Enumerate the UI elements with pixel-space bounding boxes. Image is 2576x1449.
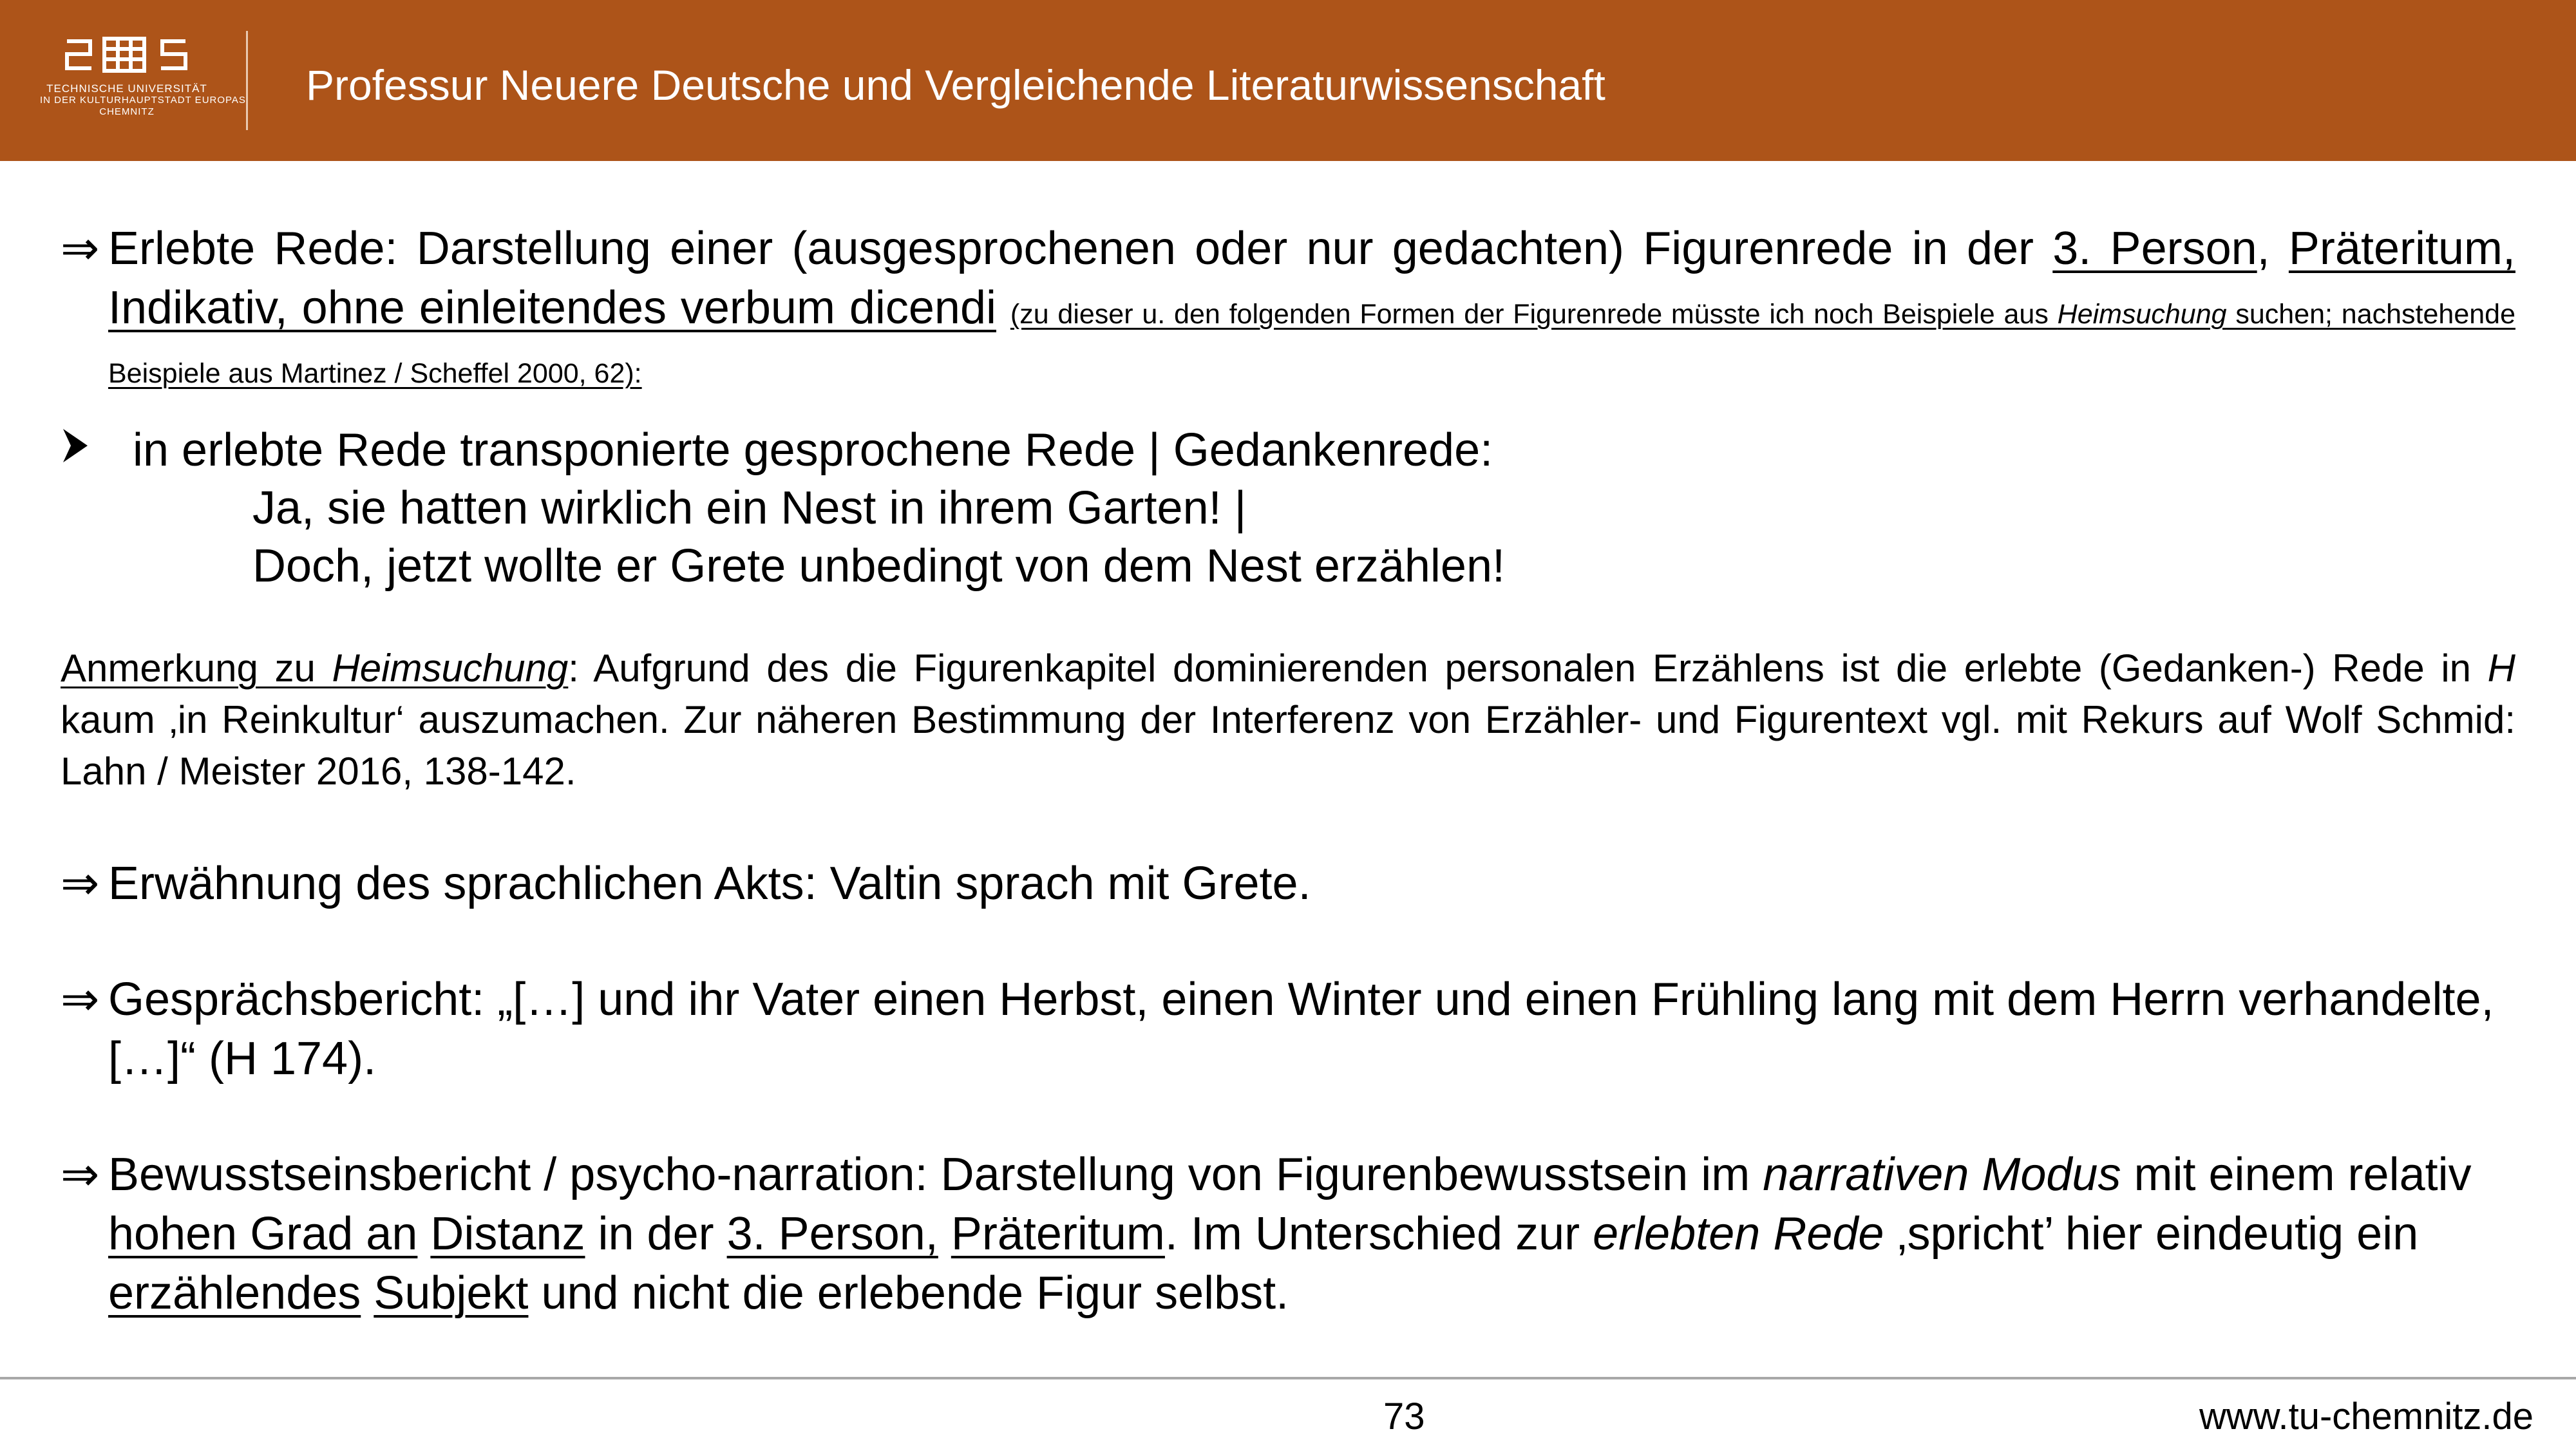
text-segment: in der	[585, 1208, 727, 1260]
small-note-title: Heimsuchung	[2057, 299, 2227, 330]
annotation-label-title: Heimsuchung	[332, 647, 569, 690]
underlined-term: Distanz	[430, 1208, 585, 1260]
text-segment: . Im Unterschied zur	[1164, 1208, 1593, 1260]
logo-line-1: TECHNISCHE UNIVERSITÄT	[46, 82, 207, 95]
text-segment	[938, 1208, 951, 1260]
double-right-arrow-icon: ⇒	[61, 1149, 100, 1200]
underlined-term: erzählendes	[108, 1267, 361, 1319]
small-note-text: (zu dieser u. den folgenden Formen der Figurenrede müsste ich noch Beispiele aus	[1010, 299, 2058, 330]
website-url: www.tu-chemnitz.de	[2199, 1396, 2533, 1437]
text-segment: kaum ‚in Reinkultur‘ auszumachen. Zur näheren Bestimmung der Interferenz von Erzähler- und Figurentext vgl. mit Rekurs auf Wolf Schmid: Lahn / Meister 2016, 138-142.	[61, 698, 2515, 793]
logo-line-2: IN DER KULTURHAUPTSTADT EUROPAS	[40, 95, 246, 106]
paragraph-bewusstseinsbericht	[61, 1145, 2515, 1323]
annotation-label-text: Anmerkung zu	[61, 647, 332, 690]
example-line-2: Doch, jetzt wollte er Grete unbedingt von dem Nest erzählen!	[252, 540, 1506, 592]
text-segment: Erwähnung des sprachlichen Akts: Valtin sprach mit Grete.	[108, 858, 1311, 909]
italic-abbreviation: H	[2487, 647, 2515, 690]
text-segment: : Aufgrund des die Figurenkapitel dominierenden personalen Erzählens ist die erlebte (Gedanken-) Rede in	[568, 647, 2488, 690]
text-segment: Gesprächsbericht: „[…] und ihr Vater einen Herbst, einen Winter und einen Frühling lang mit dem Herrn verhandelte, […]“ (H 174).	[108, 974, 2494, 1084]
header-divider	[246, 31, 248, 130]
tu-logo-mark-icon	[40, 32, 214, 80]
annotation-label	[61, 647, 568, 690]
bullet-transposed-speech	[61, 421, 2515, 595]
double-right-arrow-icon: ⇒	[61, 858, 100, 909]
text-segment	[996, 282, 1010, 334]
text-segment	[417, 1208, 430, 1260]
example-line-1: Ja, sie hatten wirklich ein Nest in ihrem Garten! |	[252, 482, 1247, 534]
header-title: Professur Neuere Deutsche und Vergleichende Literaturwissenschaft	[306, 61, 1605, 109]
text-segment: und nicht die erlebende Figur selbst.	[528, 1267, 1289, 1319]
footer-divider	[0, 1377, 2576, 1379]
text-segment: Erlebte Rede: Darstellung einer (ausgesprochenen oder nur gedachten) Figurenrede in der	[108, 223, 2053, 274]
slide-content	[61, 219, 2515, 1323]
underlined-term: Präteritum	[951, 1208, 1165, 1260]
underlined-term: hohen Grad an	[108, 1208, 418, 1260]
page-number: 73	[1383, 1396, 1425, 1437]
header-bar	[0, 0, 2576, 161]
text-segment	[361, 1267, 374, 1319]
triangle-bullet-icon	[61, 426, 90, 465]
annotation-heimsuchung	[61, 643, 2515, 797]
italic-term: erlebten Rede	[1593, 1208, 1884, 1260]
logo-line-3: CHEMNITZ	[99, 106, 155, 117]
paragraph-gespraechsbericht	[61, 970, 2515, 1088]
bullet-text: in erlebte Rede transponierte gesprochene Rede | Gedankenrede:	[133, 424, 1493, 476]
tu-chemnitz-logo	[40, 32, 246, 135]
small-note-text: suchen; nachstehende Beispiele aus Martinez / Scheffel 2000, 62):	[108, 299, 2515, 389]
text-segment: ‚spricht’ hier eindeutig ein	[1884, 1208, 2419, 1260]
italic-term: narrativen Modus	[1763, 1149, 2121, 1200]
double-right-arrow-icon: ⇒	[61, 223, 100, 274]
underlined-term: 3. Person,	[726, 1208, 938, 1260]
paragraph-erwaehnung	[61, 854, 2515, 913]
underlined-term: 3. Person	[2052, 223, 2257, 274]
text-segment: ,	[2257, 223, 2289, 274]
text-segment: mit einem relativ	[2121, 1149, 2472, 1200]
text-segment: Bewusstseinsbericht / psycho-narration: Darstellung von Figurenbewusstsein im	[108, 1149, 1763, 1200]
paragraph-erlebte-rede	[61, 219, 2515, 397]
underlined-term: Präteritum, Indikativ, ohne einleitendes verbum dicendi	[108, 223, 2515, 334]
double-right-arrow-icon: ⇒	[61, 974, 100, 1025]
underlined-term: Subjekt	[374, 1267, 529, 1319]
